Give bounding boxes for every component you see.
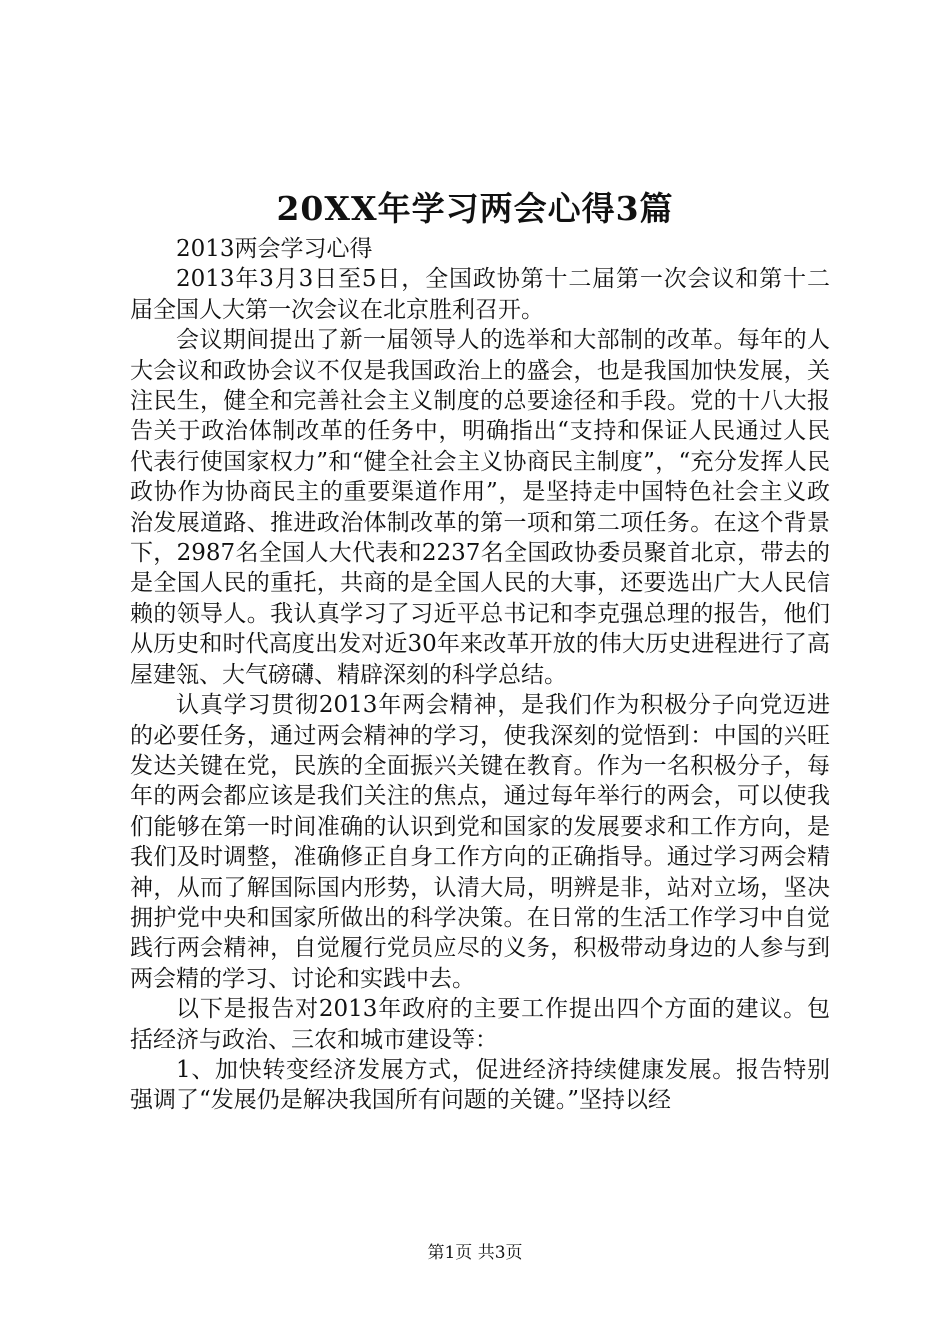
- page-number-footer: 第1页 共3页: [427, 1243, 523, 1263]
- section-subheading: 2013两会学习心得: [176, 236, 373, 262]
- body-paragraph: 2013年3月3日至5日，全国政协第十二届第一次会议和第十二届全国人大第一次会议在北京胜利召开。: [130, 266, 830, 323]
- body-paragraph: 以下是报告对2013年政府的主要工作提出四个方面的建议。包括经济与政治、三农和城市建设等：: [130, 996, 830, 1053]
- document-body: [130, 234, 830, 1116]
- document-title: 20XX年学习两会心得3篇: [276, 189, 674, 228]
- body-paragraph: 1、加快转变经济发展方式，促进经济持续健康发展。报告特别强调了“发展仍是解决我国所有问题的关键。”坚持以经: [130, 1056, 830, 1114]
- body-paragraph: 认真学习贯彻2013年两会精神，是我们作为积极分子向党迈进的必要任务，通过两会精神的学习，使我深刻的觉悟到：中国的兴旺发达关键在党，民族的全面振兴关键在教育。作为一名积极分子，每年的两会都应该是我们关注的焦点，通过每年举行的两会，可以使我们能够在第一时间准确的认识到党和国家的发展要求和工作方向，是我们及时调整，准确修正自身工作方向的正确指导。通过学习两会精神，从而了解国际国内形势，认清大局，明辨是非，站对立场，坚决拥护党中央和国家所做出的科学决策。在日常的生活工作学习中自觉践行两会精神，自觉履行党员应尽的义务，积极带动身边的人参与到两会精的学习、讨论和实践中去。: [130, 692, 830, 992]
- body-paragraph: 会议期间提出了新一届领导人的选举和大部制的改革。每年的人大会议和政协会议不仅是我国政治上的盛会，也是我国加快发展，关注民生，健全和完善社会主义制度的总要途径和手段。党的十八大报告关于政治体制改革的任务中，明确指出“支持和保证人民通过人民代表行使国家权力”和“健全社会主义协商民主制度”，“充分发挥人民政协作为协商民主的重要渠道作用”，是坚持走中国特色社会主义政治发展道路、推进政治体制改革的第一项和第二项任务。在这个背景下，2987名全国人大代表和2237名全国政协委员聚首北京，带去的是全国人民的重托，共商的是全国人民的大事，还要选出广大人民信赖的领导人。我认真学习了习近平总书记和李克强总理的报告，他们从历史和时代高度出发对近30年来改革开放的伟大历史进程进行了高屋建瓴、大气磅礴、精辟深刻的科学总结。: [130, 327, 830, 688]
